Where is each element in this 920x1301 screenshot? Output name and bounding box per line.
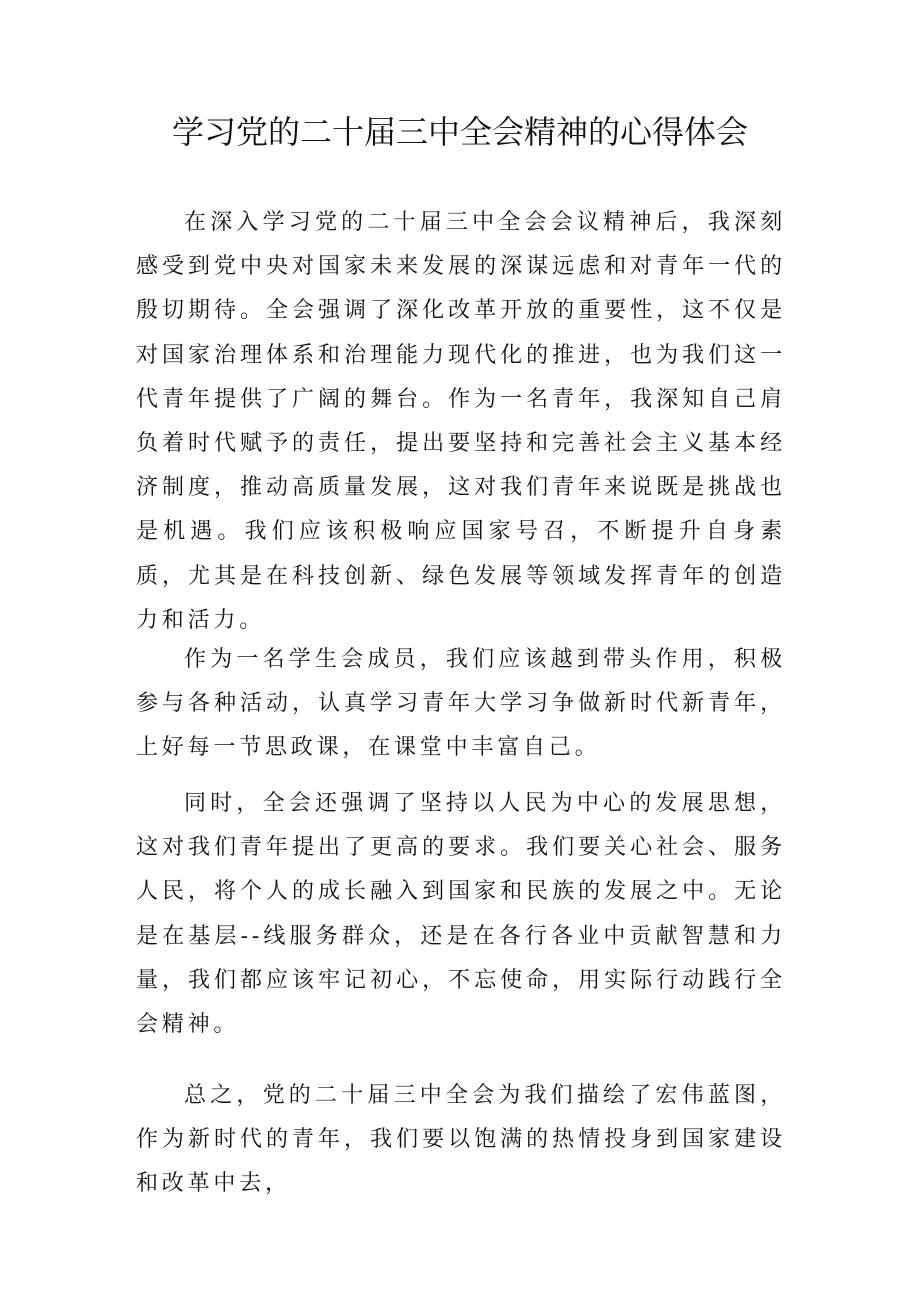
paragraph-2: 作为一名学生会成员，我们应该越到带头作用，积极参与各种活动，认真学习青年大学习争做新时代新青年，上好每一节思政课，在课堂中丰富自己。: [136, 647, 786, 761]
paragraph-4: 总之，党的二十届三中全会为我们描绘了宏伟蓝图，作为新时代的青年，我们要以饱满的热情投身到国家建设和改革中去，: [136, 1083, 786, 1197]
paragraph-1: 在深入学习党的二十届三中全会会议精神后，我深刻感受到党中央对国家未来发展的深谋远虑和对青年一代的殷切期待。全会强调了深化改革开放的重要性，这不仅是对国家治理体系和治理能力现代化的推进，也为我们这一代青年提供了广阔的舞台。作为一名青年，我深知自己肩负着时代赋予的责任，提出要坚持和完善社会主义基本经济制度，推动高质量发展，这对我们青年来说既是挑战也是机遇。我们应该积极响应国家号召，不断提升自身素质，尤其是在科技创新、绿色发展等领域发挥青年的创造力和活力。: [136, 210, 786, 633]
paragraph-3: 同时，全会还强调了坚持以人民为中心的发展思想，这对我们青年提出了更高的要求。我们要关心社会、服务人民，将个人的成长融入到国家和民族的发展之中。无论是在基层--线服务群众，还是在各行各业中贡献智慧和力量，我们都应该牢记初心，不忘使命，用实际行动践行全会精神。: [136, 791, 786, 1038]
document-title: 学习党的二十届三中全会精神的心得体会: [171, 113, 748, 151]
